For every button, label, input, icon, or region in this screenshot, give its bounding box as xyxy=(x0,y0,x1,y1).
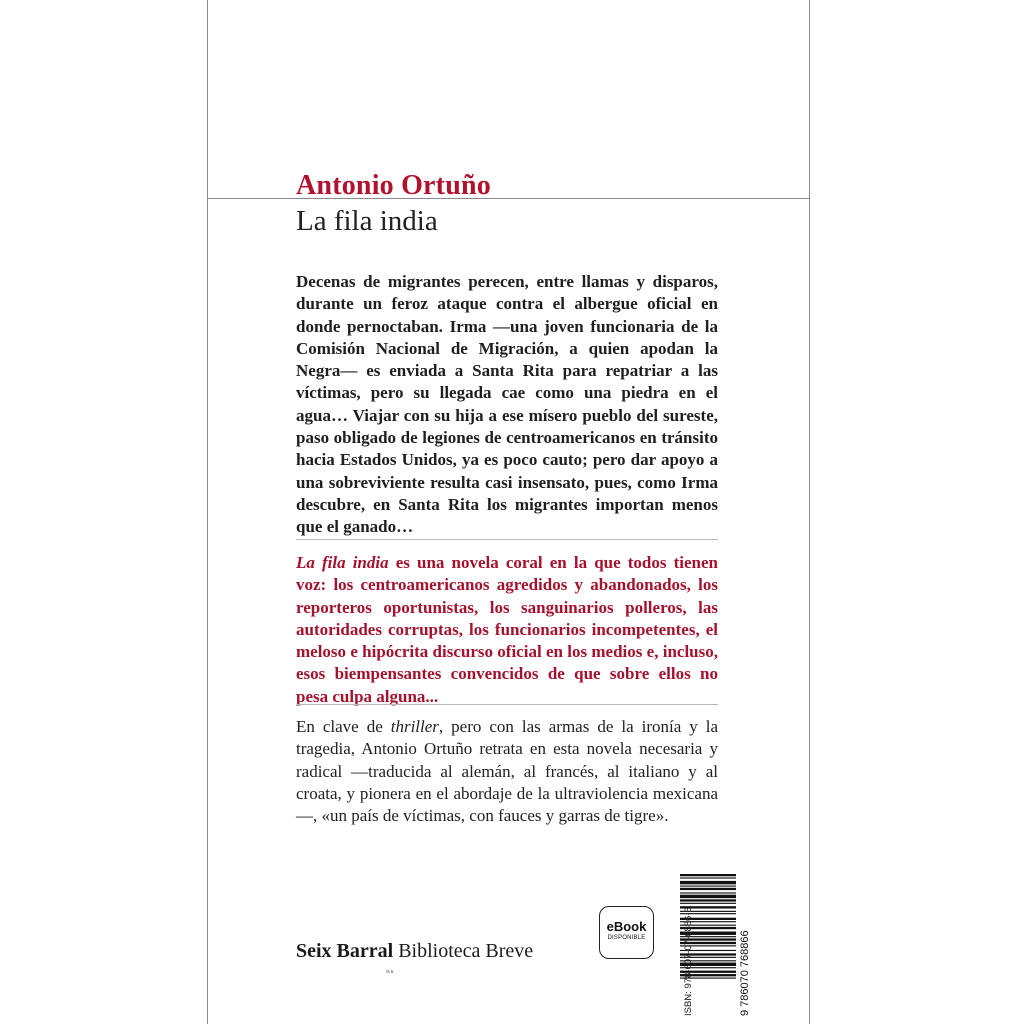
synopsis-paragraph-2 xyxy=(296,552,718,708)
paragraph-3-emphasis: thriller xyxy=(390,717,439,736)
barcode-digits: 9 786070 768866 xyxy=(739,930,751,1016)
ebook-badge xyxy=(599,906,654,959)
synopsis-paragraph-1: Decenas de migrantes perecen, entre llamas y disparos, durante un feroz ataque contra el albergue oficial en donde pernoctaban. Irma —una joven funcionaria de la Comisión Nacional de Migración, a quien apodan la Negra— es enviada a Santa Rita para repatriar a las víctimas, pero su llegada cae como una piedra en el agua… Viajar con su hija a ese mísero pueblo del sureste, paso obligado de legiones de centroamericanos en tránsito hacia Estados Unidos, ya es poco cauto; pero dar apoyo a una sobreviviente resulta casi insensato, pues, como Irma descubre, en Santa Rita los migrantes importan menos que el ganado… xyxy=(296,272,718,537)
collection-name: Biblioteca Breve xyxy=(398,940,534,962)
divider-bottom xyxy=(296,704,718,705)
barcode-bar xyxy=(680,874,736,876)
paragraph-3-text: , pero con las armas de la ironía y la tragedia, Antonio Ortuño retrata en esta novela necesaria y radical —traducida al alemán, al francés, al italiano y al croata, y pionera en el abordaje de la ultraviolencia mexicana—, «un país de víctimas, con fauces y garras de tigre». xyxy=(296,717,718,826)
trademark-mark: M.R. xyxy=(386,969,395,974)
paragraph-3-lead: En clave de xyxy=(296,717,391,736)
ebook-badge-title: eBook xyxy=(606,919,647,934)
ebook-badge-subtitle: DISPONIBLE xyxy=(607,935,646,941)
isbn-label: ISBN: 978-607-07-6886-6 xyxy=(683,907,694,1016)
synopsis-paragraph-3 xyxy=(296,716,718,827)
inline-book-title: La fila india xyxy=(296,553,389,572)
barcode-bar xyxy=(680,895,736,898)
barcode-bar xyxy=(680,903,736,904)
barcode-bar xyxy=(680,888,736,890)
barcode-bar xyxy=(680,881,736,884)
author-name: Antonio Ortuño xyxy=(296,170,491,201)
barcode-bar xyxy=(680,892,736,893)
barcode-bar xyxy=(680,886,736,887)
publisher-name: Seix Barral xyxy=(296,940,394,962)
paragraph-2-text: es una novela coral en la que todos tienen voz: los centroamericanos agredidos y abandonados, los reporteros oportunistas, los sanguinarios polleros, las autoridades corruptas, los funcionarios incompetentes, el meloso e hipócrita discurso oficial en los medios e, incluso, esos biempensantes convencidos de que sobre ellos no pesa culpa alguna... xyxy=(296,553,718,706)
book-title: La fila india xyxy=(296,205,438,237)
barcode-bar xyxy=(680,899,736,901)
publisher-imprint xyxy=(296,940,533,963)
book-back-cover xyxy=(207,0,810,1024)
barcode-bar xyxy=(680,877,736,878)
divider-top xyxy=(296,539,718,540)
